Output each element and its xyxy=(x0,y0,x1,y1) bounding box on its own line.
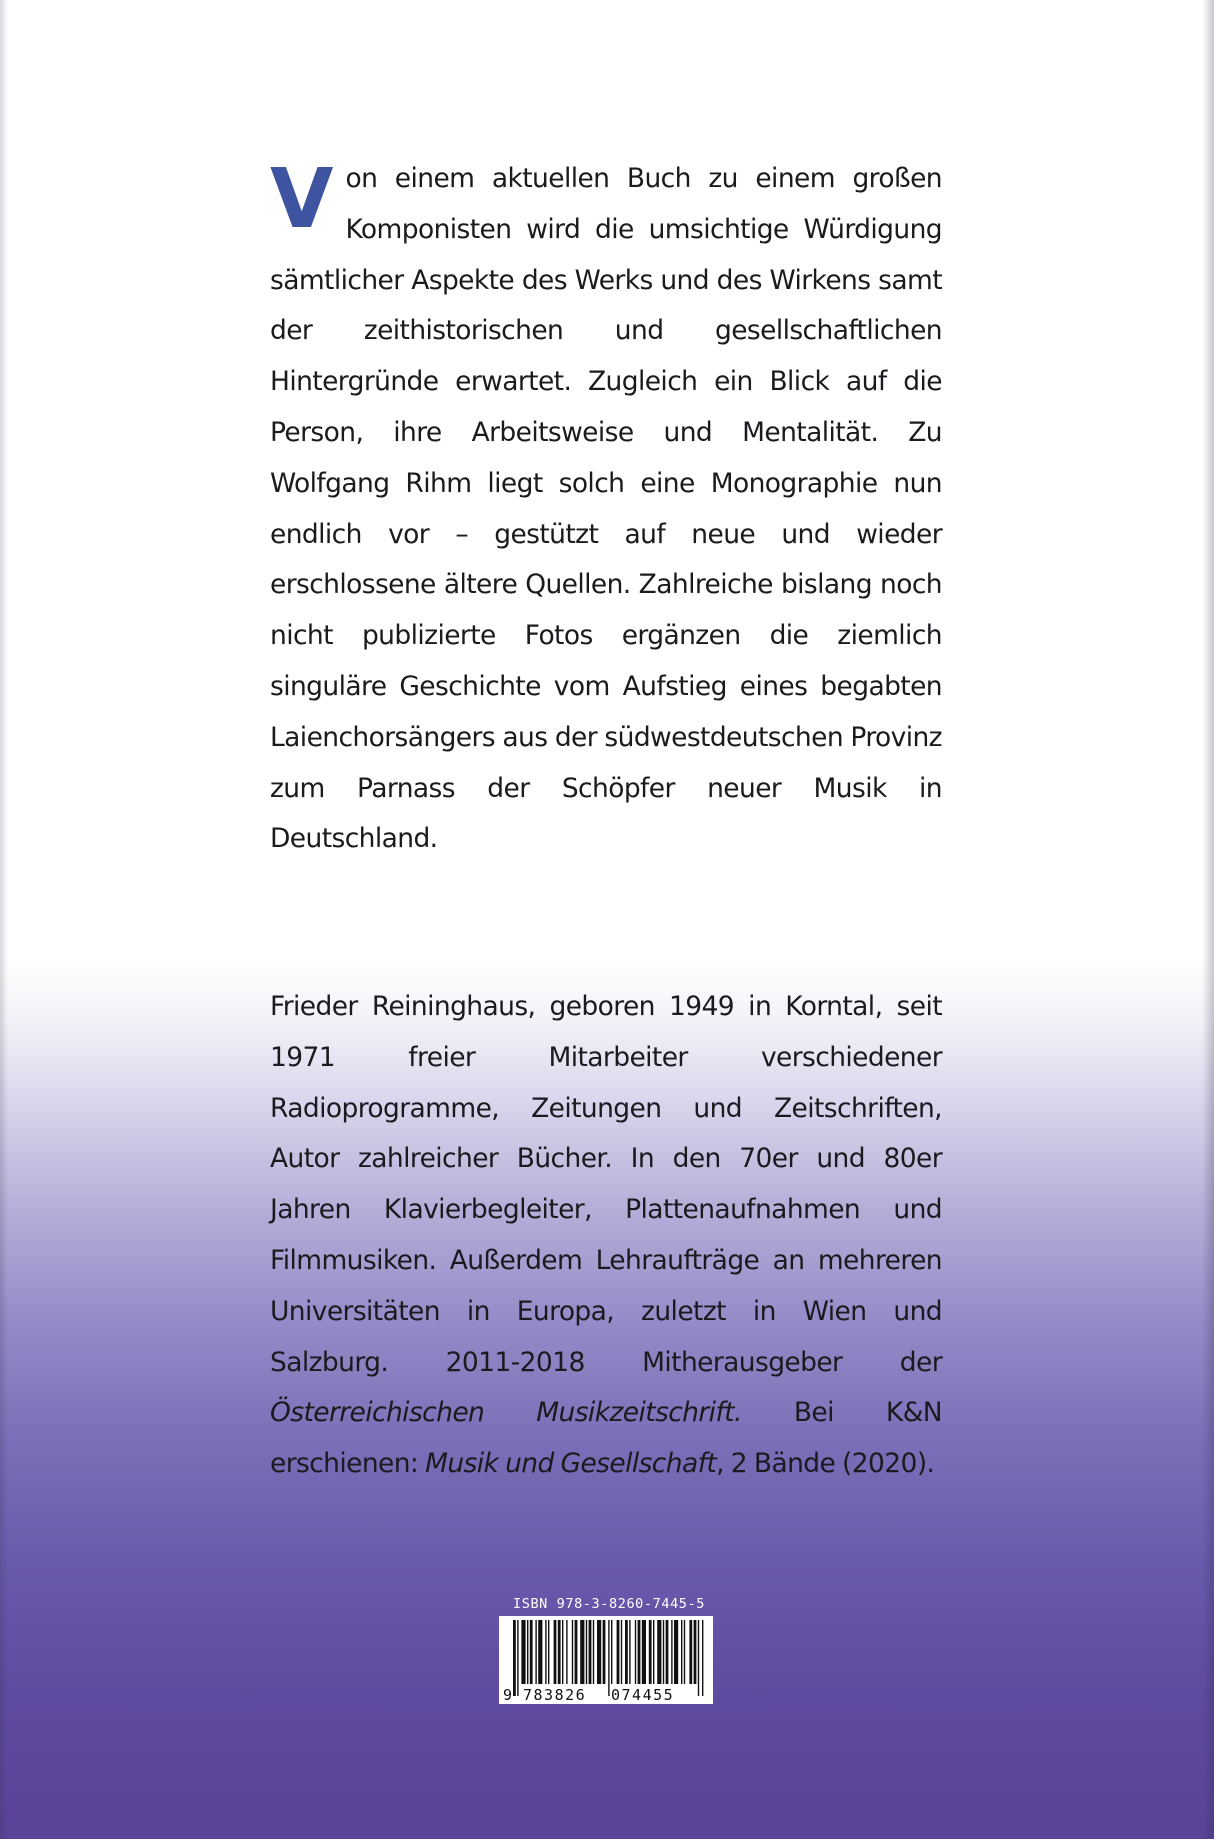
author-bio xyxy=(270,982,942,1490)
isbn-barcode-block xyxy=(497,1596,717,1706)
barcode-bar xyxy=(666,1620,669,1684)
barcode-bar xyxy=(653,1620,654,1684)
barcode-digit-first: 9 xyxy=(503,1686,513,1704)
barcode-digits-right: 074455 xyxy=(611,1686,675,1704)
barcode-bar xyxy=(617,1620,620,1684)
barcode-bar xyxy=(562,1620,563,1684)
author-bio-text-1: Frieder Reininghaus, geboren 1949 in Korntal, seit 1971 freier Mitarbeiter verschiedener Radioprogramme, Zeitungen und Zeitschriften, Autor zahlreicher Bücher. In den 70er und 80er Jahren Klavierbegleiter, Plattenaufnahmen und Filmmusiken. Außerdem Lehraufträge an mehreren Universitäten in Europa, zuletzt in Wien und Salzburg. 2011-2018 Mitherausgeber der xyxy=(270,991,942,1378)
barcode-bar xyxy=(597,1620,601,1684)
barcode-bar xyxy=(625,1620,628,1684)
barcode-bar xyxy=(702,1620,703,1696)
barcode-bar xyxy=(558,1620,561,1684)
blurb-text: on einem aktuellen Buch zu einem großen Komponisten wird die umsichtige Würdigung sämtlicher Aspekte des Werks und des Wirkens samt der zeithistorischen und gesellschaftlichen Hintergründe erwartet. Zugleich ein Blick auf die Person, ihre Arbeitsweise und Mentalität. Zu Wolfgang Rihm liegt solch eine Monographie nun endlich vor – gestützt auf neue und wieder erschlossene ältere Quellen. Zahlreiche bislang noch nicht publizierte Fotos ergänzen die ziemlich singuläre Geschichte vom Aufstieg eines begabten Laienchorsängers aus der südwestdeutschen Provinz zum Parnass der Schöpfer neuer Musik in Deutschland. xyxy=(270,163,942,855)
barcode-bar xyxy=(638,1620,641,1684)
barcode-bar xyxy=(566,1620,567,1684)
isbn-label: ISBN 978-3-8260-7445-5 xyxy=(512,1596,705,1612)
barcode-icon xyxy=(499,1616,713,1704)
barcode-bar xyxy=(527,1620,528,1684)
barcode-bar xyxy=(521,1620,525,1684)
barcode-digits-left: 783826 xyxy=(523,1686,587,1704)
barcode-bar xyxy=(642,1620,646,1684)
barcode-bar xyxy=(538,1620,542,1684)
book-title: Musik und Gesellschaft xyxy=(425,1448,717,1480)
barcode-bar xyxy=(689,1620,692,1684)
cover-edge-shadow-right xyxy=(1202,0,1214,1839)
barcode-bar xyxy=(681,1620,682,1684)
author-bio-text-2: Bei K&N erschienen: xyxy=(270,1397,942,1480)
barcode-bar xyxy=(530,1620,533,1684)
barcode-bar xyxy=(575,1620,578,1684)
journal-title: Österreichischen Musikzeitschrift. xyxy=(270,1397,742,1429)
barcode-bar xyxy=(621,1620,622,1684)
barcode-bar xyxy=(513,1620,516,1696)
barcode-bar xyxy=(545,1620,546,1684)
barcode-bar xyxy=(698,1620,699,1696)
barcode-bar xyxy=(694,1620,697,1684)
barcode-bar xyxy=(517,1620,518,1696)
barcode-bar xyxy=(548,1620,549,1684)
barcode-bar xyxy=(603,1620,606,1684)
barcode-bar xyxy=(649,1620,652,1684)
barcode-bar xyxy=(684,1620,685,1684)
barcode-bar xyxy=(586,1620,587,1684)
barcode-bar xyxy=(554,1620,557,1684)
book-blurb xyxy=(270,154,942,865)
barcode-bar xyxy=(635,1620,636,1684)
barcode-bar xyxy=(535,1620,536,1684)
barcode-bar xyxy=(657,1620,661,1684)
barcode-bar xyxy=(611,1620,612,1684)
barcode-bar xyxy=(572,1620,573,1684)
barcode-bar xyxy=(674,1620,678,1684)
drop-cap: V xyxy=(270,152,334,247)
barcode-bar xyxy=(629,1620,630,1684)
barcode-bar xyxy=(589,1620,592,1684)
barcode-bar xyxy=(608,1620,609,1696)
barcode-bar xyxy=(580,1620,584,1684)
cover-edge-shadow-left xyxy=(0,0,8,1839)
barcode-bar xyxy=(671,1620,672,1684)
author-bio-text-3: , 2 Bände (2020). xyxy=(716,1448,935,1480)
barcode-bar xyxy=(663,1620,664,1684)
barcode-bar xyxy=(593,1620,594,1684)
